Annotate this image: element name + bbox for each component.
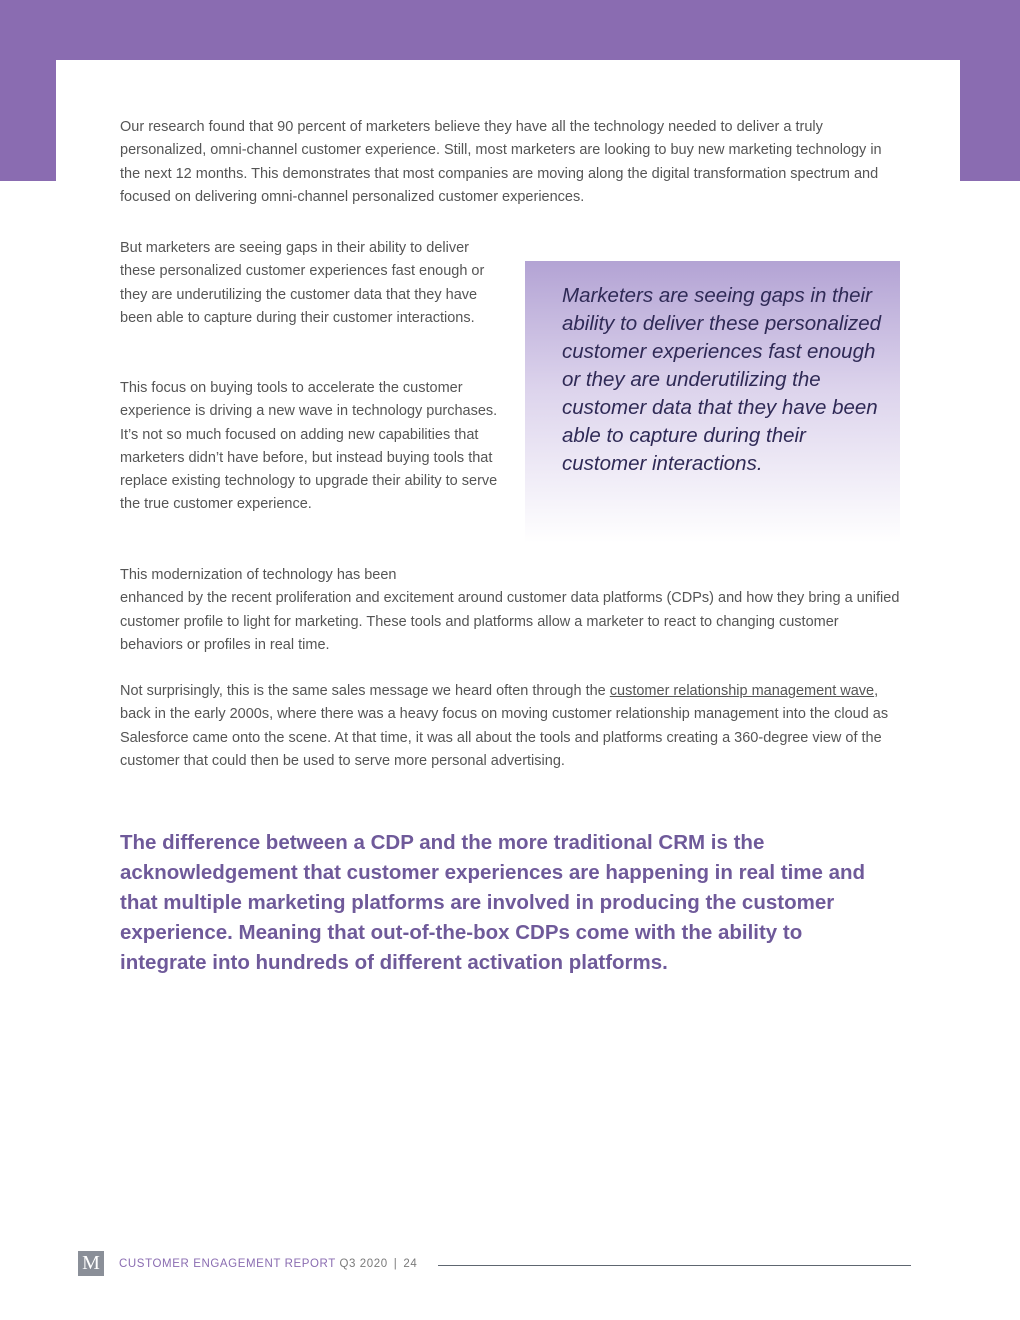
paragraph-modernization-rest: enhanced by the recent proliferation and excitement around customer data platforms (CDPs) and how they bring a unified customer profile to light for marketing. These tools and platforms allow a marketer to react to changing customer behaviors or profiles in real time. (120, 590, 900, 653)
footer-separator: | (393, 1258, 398, 1270)
paragraph-crm-wave-rest: , back in the early 2000s, where there was a heavy focus on moving customer relationship management into the cloud as Salesforce came onto the scene. At that time, it was all about the tools and platforms creating a 360-degree view of the customer that could then be used to serve more personal advertising. (120, 683, 889, 769)
footer-period: Q3 2020 (339, 1258, 388, 1270)
brand-logo-icon: M (78, 1251, 104, 1276)
paragraph-research-findings: Our research found that 90 percent of marketers believe they have all the technology needed to deliver a truly personalized, omni-channel customer experience. Still, most marketers are looking to buy new marketing technology in the next 12 months. This demonstrates that most companies are moving along the digital transformation spectrum and focused on delivering omni-channel personalized customer experiences. (120, 119, 882, 205)
footer-divider (438, 1265, 911, 1266)
crm-wave-link[interactable]: customer relationship management wave (609, 683, 875, 699)
paragraph-marketers-gaps: But marketers are seeing gaps in their ability to deliver these personalized customer experiences fast enough or they are underutilizing the customer data that they have been able to capture during their customer interactions. (120, 240, 485, 326)
paragraph-crm-wave-intro: Not surprisingly, this is the same sales message we heard often through the (120, 683, 610, 699)
pullquote-text: Marketers are seeing gaps in their ability to deliver these personalized customer experiences fast enough or they are underutilizing the customer data that they have been able to capture during their customer interactions. (562, 284, 882, 475)
callout-cdp-vs-crm: The difference between a CDP and the more traditional CRM is the acknowledgement that customer experiences are happening in real time and that multiple marketing platforms are involved in producing the customer experience. Meaning that out-of-the-box CDPs come with the ability to integrate into hundreds of different activation platforms. (120, 831, 866, 974)
paragraph-modernization (120, 564, 905, 657)
paragraph-buying-tools: This focus on buying tools to accelerate the customer experience is driving a new wave in technology purchases. It’s not so much focused on adding new capabilities that marketers didn’t have before, but instead buying tools that replace existing technology to upgrade their ability to serve the true customer experience. (120, 380, 498, 513)
paragraph-crm-wave (120, 680, 905, 773)
footer-report-title: CUSTOMER ENGAGEMENT REPORT (119, 1258, 336, 1270)
footer-page-number: 24 (403, 1258, 418, 1270)
footer-report-label (119, 1258, 417, 1270)
paragraph-modernization-line1: This modernization of technology has been (120, 567, 397, 583)
